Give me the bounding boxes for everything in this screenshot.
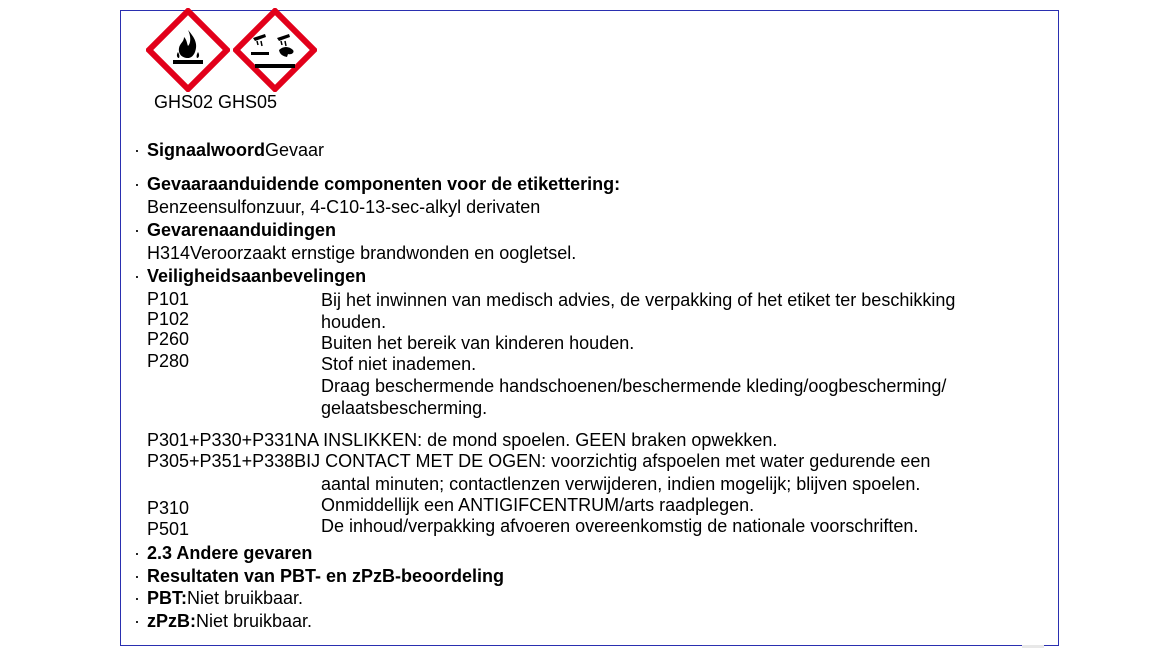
corrosion-pictogram-icon [233, 8, 317, 92]
precautions-heading [134, 266, 366, 286]
bullet: · [134, 611, 140, 631]
bullet: · [134, 266, 140, 286]
zpzb-row [134, 611, 312, 631]
bullet: · [134, 588, 140, 608]
p-text: Stof niet inademen. [321, 354, 477, 374]
signal-word-row [134, 140, 324, 160]
bullet: · [134, 174, 140, 194]
p-text: houden. [321, 312, 387, 332]
hazards-heading [134, 220, 336, 240]
precautions-label: Veiligheidsaanbevelingen [147, 266, 367, 286]
p-text: Buiten het bereik van kinderen houden. [321, 333, 635, 353]
p301-line: P301+P330+P331NA INSLIKKEN: de mond spoelen. GEEN braken opwekken. [147, 430, 778, 450]
p305-line: P305+P351+P338BIJ CONTACT MET DE OGEN: voorzichtig afspoelen met water gedurende een [147, 451, 931, 471]
pbt-results-heading [134, 566, 504, 586]
p-code: P101 [147, 289, 190, 309]
p-text: gelaatsbescherming. [321, 398, 488, 418]
p310-text: Onmiddellijk een ANTIGIFCENTRUM/arts raadplegen. [321, 495, 755, 515]
components-label: Gevaaraanduidende componenten voor de etikettering: [147, 174, 621, 194]
p-code: P280 [147, 351, 190, 371]
zpzb-value: Niet bruikbaar. [196, 611, 313, 631]
pbt-value: Niet bruikbaar. [187, 588, 304, 608]
pictogram-caption: GHS02 GHS05 [154, 92, 278, 112]
bullet: · [134, 140, 140, 160]
pbt-label: PBT: [147, 588, 187, 608]
p310-code: P310 [147, 498, 190, 518]
signal-word-value: Gevaar [265, 140, 325, 160]
p501-text: De inhoud/verpakking afvoeren overeenkomstig de nationale voorschriften. [321, 516, 919, 536]
hazards-label: Gevarenaanduidingen [147, 220, 337, 240]
pbt-results-label: Resultaten van PBT- en zPzB-beoordeling [147, 566, 505, 586]
zpzb-label: zPzB: [147, 611, 196, 631]
pbt-row [134, 588, 303, 608]
p-text: Draag beschermende handschoenen/beschermende kleding/oogbescherming/ [321, 376, 947, 396]
bullet: · [134, 220, 140, 240]
page-edge-mark [1022, 645, 1044, 648]
hazards-value: H314Veroorzaakt ernstige brandwonden en oogletsel. [147, 243, 577, 263]
p501-code: P501 [147, 519, 190, 539]
other-hazards-label: 2.3 Andere gevaren [147, 543, 313, 563]
p305-continuation: aantal minuten; contactlenzen verwijderen, indien mogelijk; blijven spoelen. [321, 474, 921, 494]
p-text: Bij het inwinnen van medisch advies, de verpakking of het etiket ter beschikking [321, 290, 956, 310]
bullet: · [134, 543, 140, 563]
components-value: Benzeensulfonzuur, 4-C10-13-sec-alkyl derivaten [147, 197, 541, 217]
p-code: P102 [147, 309, 190, 329]
signal-word-label: Signaalwoord [147, 140, 266, 160]
components-heading [134, 174, 620, 194]
bullet: · [134, 566, 140, 586]
other-hazards-heading [134, 543, 312, 563]
p-code: P260 [147, 329, 190, 349]
flame-pictogram-icon [146, 8, 230, 92]
